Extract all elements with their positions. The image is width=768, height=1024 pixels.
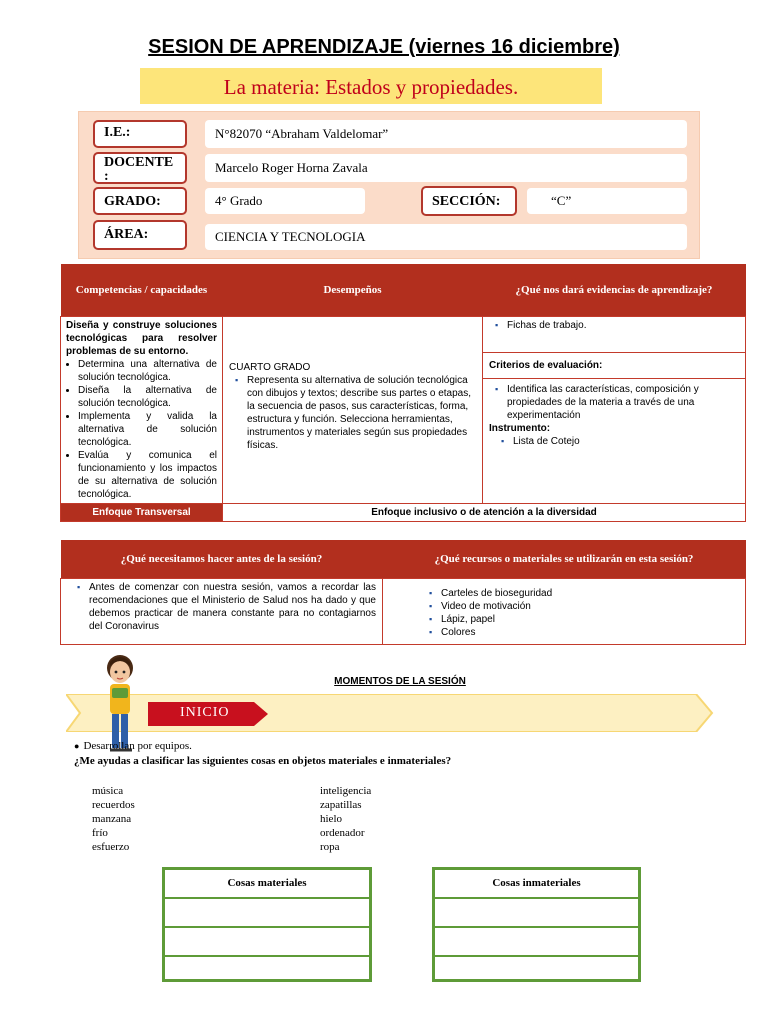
list-item: ropa: [320, 841, 340, 853]
ie-label: I.E.:: [93, 120, 187, 148]
materiales-row[interactable]: [165, 899, 369, 928]
competencia-intro: Diseña y construye soluciones tecnológicas para resolver problemas de su entorno.: [66, 319, 217, 357]
desempenos-cell: [223, 316, 483, 503]
list-item: ▪ Representa su alternativa de solución tecnológica con dibujos y textos; describe sus partes o etapas, la secuencia de pasos, sus características, forma, estructura y función. Selecciona herramientas, instrumentos y materiales según sus propiedades físicas.: [247, 374, 474, 452]
inmateriales-row[interactable]: [435, 928, 638, 957]
list-item: ▪ Antes de comenzar con nuestra sesión, vamos a recordar las recomendaciones que el Ministerio de Salud nos ha dado y que debemos practicar de manera constante para no contagiarnos del Coronavirus: [89, 581, 376, 633]
list-item: ▪ Carteles de bioseguridad: [441, 587, 739, 600]
competencias-cell: [61, 316, 223, 503]
inicio-banner: [66, 694, 714, 732]
preparacion-table: [60, 540, 746, 645]
grado-heading: CUARTO GRADO: [229, 361, 311, 373]
list-item: ▪ Video de motivación: [441, 600, 739, 613]
seccion-label: SECCIÓN:: [421, 186, 517, 216]
header-competencias: Competencias / capacidades: [61, 264, 223, 316]
enfoque-label: Enfoque Transversal: [61, 503, 223, 521]
area-value: CIENCIA Y TECNOLOGIA: [205, 224, 687, 250]
header-antes: ¿Qué necesitamos hacer antes de la sesión?: [61, 540, 383, 578]
materiales-row[interactable]: [165, 928, 369, 957]
ie-value: N°82070 “Abraham Valdelomar”: [205, 120, 687, 148]
list-item: ▪ Colores: [441, 626, 739, 639]
enfoque-value: Enfoque inclusivo o de atención a la diversidad: [223, 503, 746, 521]
desempeno-list: [229, 374, 474, 452]
list-item: frío: [92, 827, 108, 839]
header-recursos: ¿Qué recursos o materiales se utilizarán en esta sesión?: [383, 540, 746, 578]
area-label: ÁREA:: [93, 220, 187, 250]
grado-value: 4° Grado: [205, 188, 365, 214]
bullet-icon: ●: [74, 741, 80, 751]
header-evidencias: ¿Qué nos dará evidencias de aprendizaje?: [483, 264, 746, 316]
words-right-list: [320, 784, 371, 854]
list-item: ▪ Fichas de trabajo.: [507, 319, 739, 332]
list-item: • Implementa y valida la alternativa de solución tecnológica.: [78, 410, 217, 449]
list-item: • Diseña la alternativa de solución tecnológica.: [78, 384, 217, 410]
inmateriales-grid: [432, 867, 641, 982]
criterios-label: Criterios de evaluación:: [483, 352, 746, 378]
instruccion-text: Desarrollan por equipos.: [83, 740, 192, 752]
recursos-cell: [383, 578, 746, 644]
list-item: recuerdos: [92, 799, 135, 811]
list-item: zapatillas: [320, 799, 362, 811]
momentos-title: MOMENTOS DE LA SESIÓN: [334, 676, 466, 687]
info-panel: [78, 111, 700, 259]
list-item: inteligencia: [320, 785, 372, 797]
materiales-header: Cosas materiales: [165, 870, 369, 899]
list-item: ▪ Lápiz, papel: [441, 613, 739, 626]
header-desempenos: Desempeños: [223, 264, 483, 316]
materiales-row[interactable]: [165, 957, 369, 984]
list-item: manzana: [92, 813, 132, 825]
list-item: música: [92, 785, 124, 797]
inicio-label: INICIO: [180, 705, 230, 720]
list-item: esfuerzo: [92, 841, 130, 853]
capacidades-list: [66, 358, 217, 501]
list-item: ordenador: [320, 827, 365, 839]
antes-cell: [61, 578, 383, 644]
docente-value: Marcelo Roger Horna Zavala: [205, 154, 687, 182]
words-left-list: [92, 784, 135, 854]
list-item: • Determina una alternativa de solución tecnológica.: [78, 358, 217, 384]
inmateriales-row[interactable]: [435, 957, 638, 984]
page-title: SESION DE APRENDIZAJE (viernes 16 diciembre): [148, 36, 620, 58]
list-item: hielo: [320, 813, 342, 825]
materiales-grid: [162, 867, 372, 982]
instrumento-label: Instrumento:: [489, 422, 551, 434]
list-item: • Evalúa y comunica el funcionamiento y los impactos de su alternativa de solución tecnológica.: [78, 449, 217, 501]
seccion-value: “C”: [527, 188, 687, 214]
list-item: ▪ Lista de Cotejo: [513, 435, 739, 448]
topic-banner: La materia: Estados y propiedades.: [140, 68, 602, 104]
list-item: ▪ Identifica las características, composición y propiedades de la materia a través de una experimentación: [507, 383, 739, 422]
evidencia-cell: [483, 316, 746, 352]
pregunta: ¿Me ayudas a clasificar las siguientes cosas en objetos materiales e inmateriales?: [74, 755, 452, 767]
inmateriales-header: Cosas inmateriales: [435, 870, 638, 899]
instruccion: [74, 740, 192, 752]
competencias-table: [60, 264, 746, 522]
grado-label: GRADO:: [93, 187, 187, 215]
criterios-cell: [483, 378, 746, 503]
docente-label: DOCENTE :: [93, 152, 187, 184]
inmateriales-row[interactable]: [435, 899, 638, 928]
